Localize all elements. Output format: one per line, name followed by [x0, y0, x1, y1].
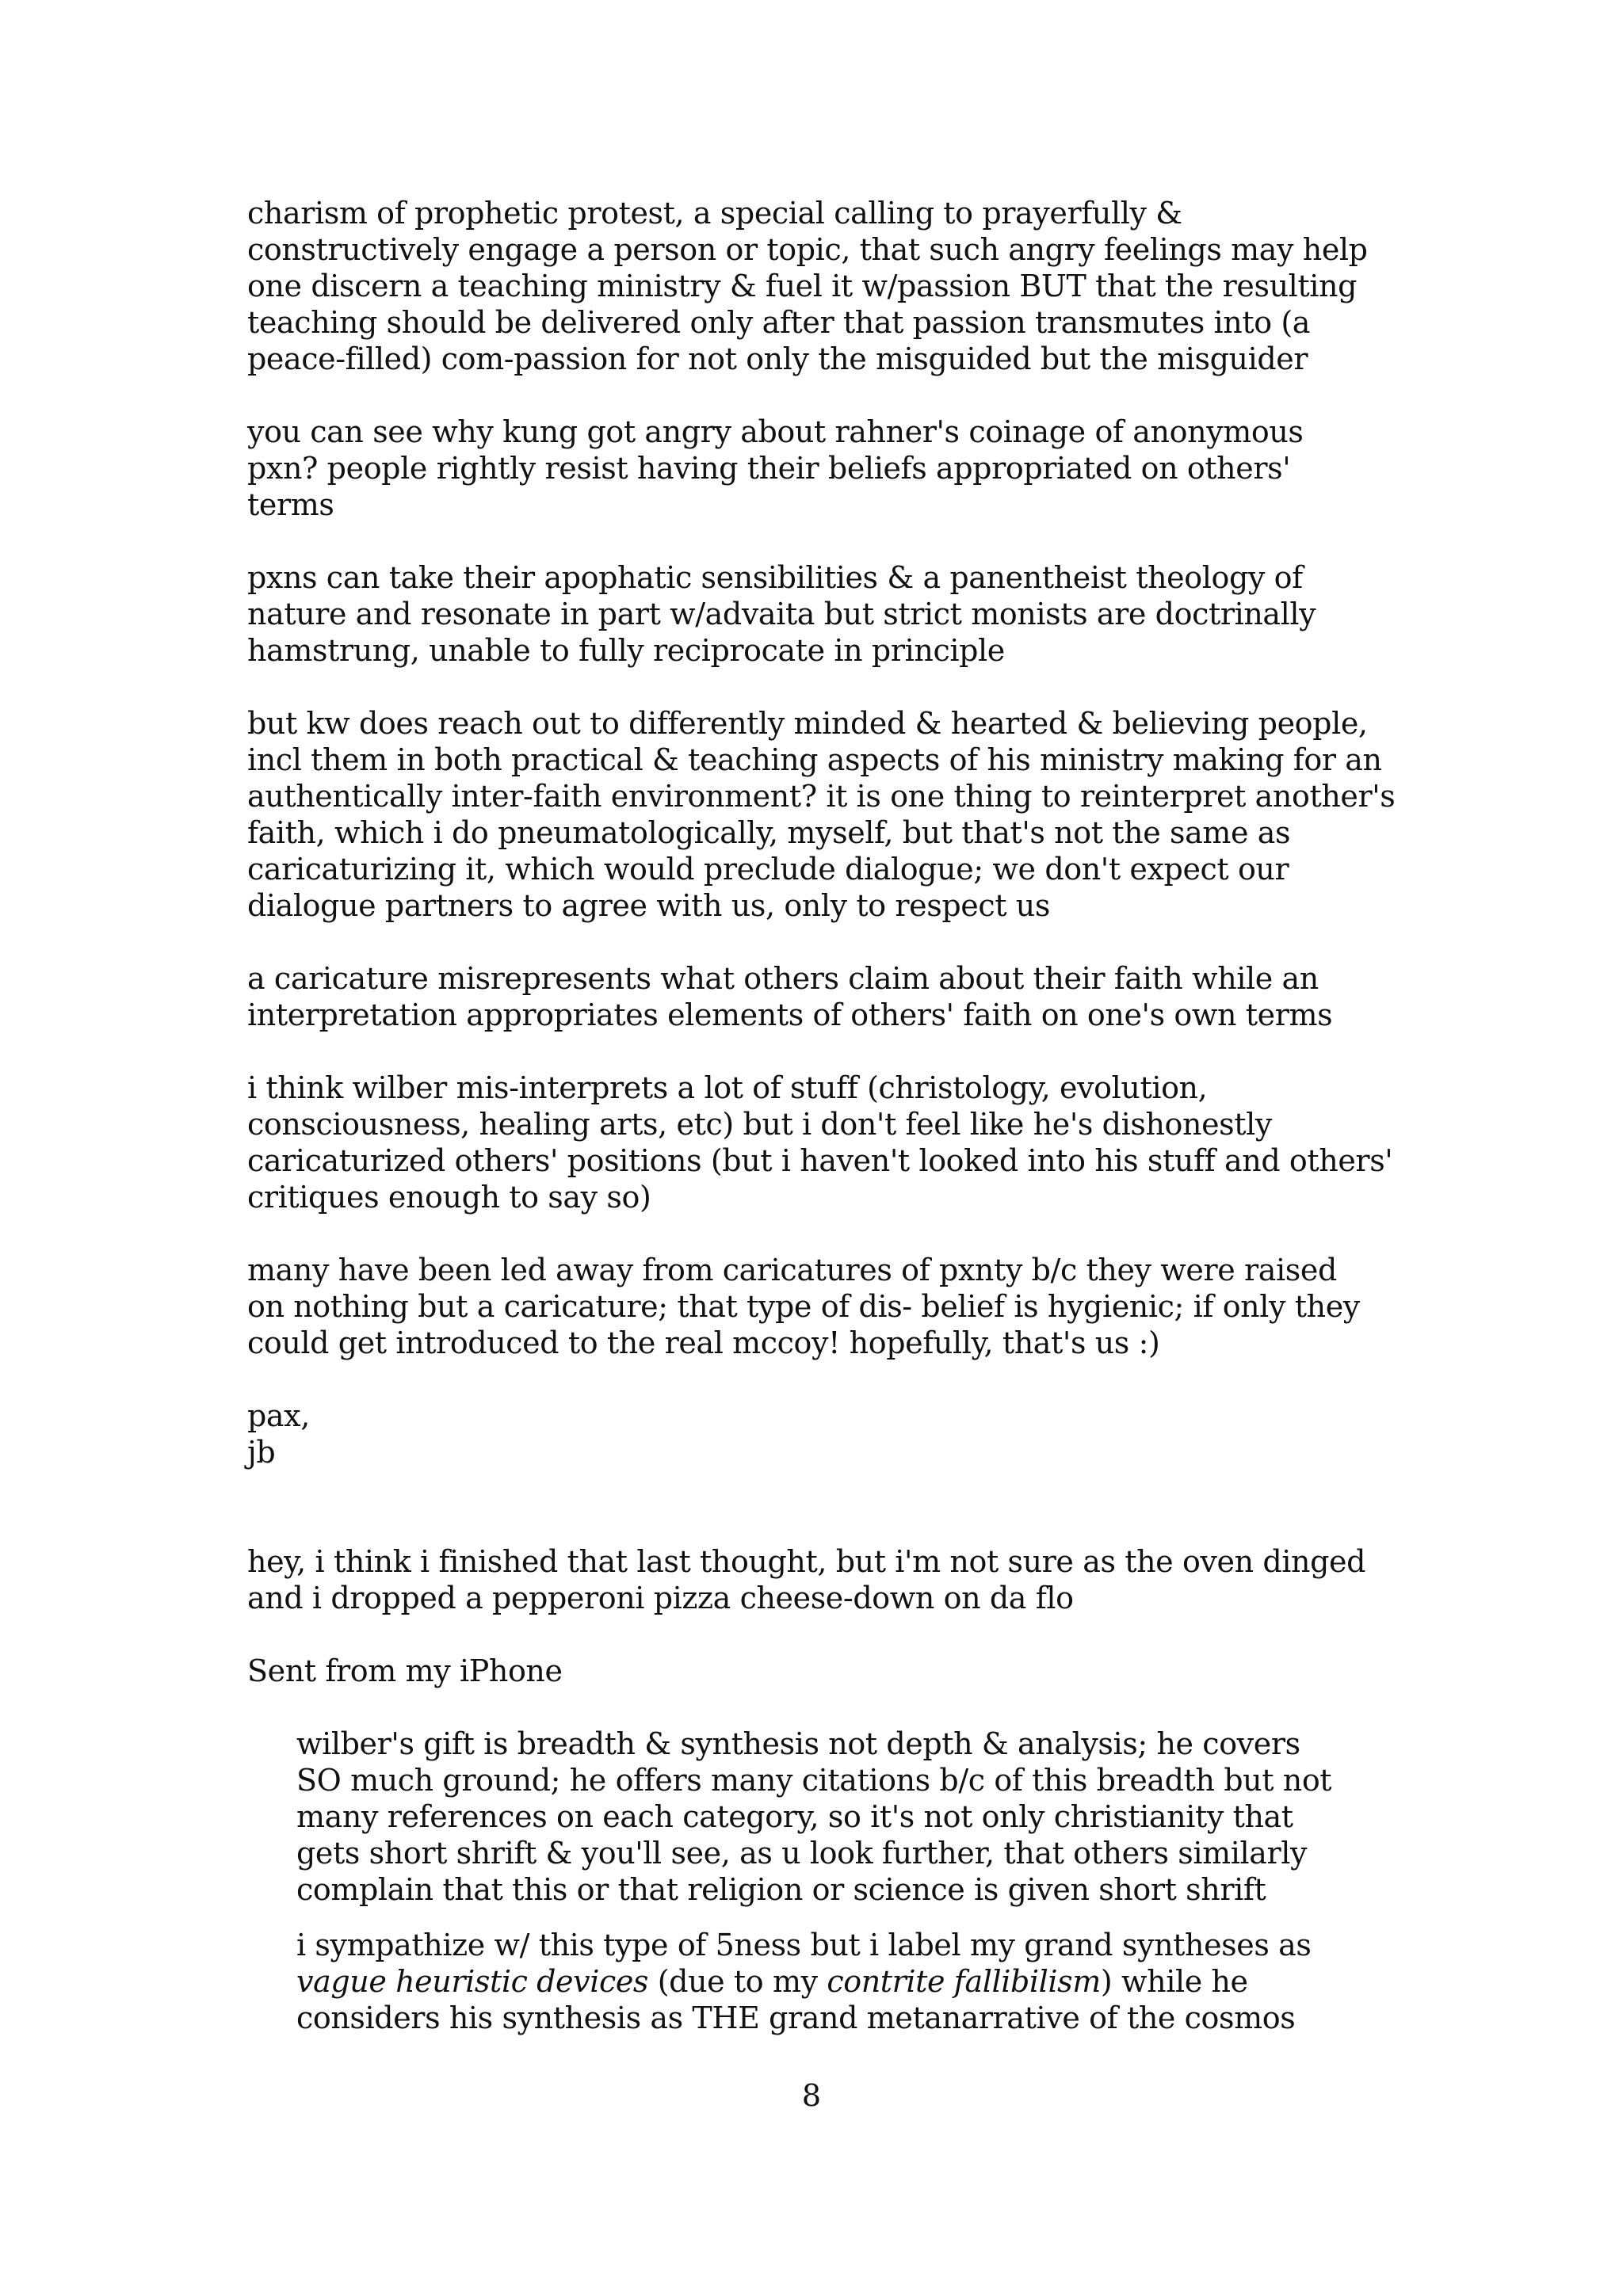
text-line: hey, i think i finished that last thought, but i'm not sure as the oven dinged [247, 1544, 1366, 1579]
text-line: terms [247, 487, 334, 522]
text-line: one discern a teaching ministry & fuel it w/passion BUT that the resulting [247, 269, 1358, 303]
text-line: caricaturizing it, which would preclude dialogue; we don't expect our [247, 852, 1289, 887]
paragraph-prophetic-protest [247, 195, 1404, 377]
quoted-message [296, 1726, 1404, 2036]
quoted-paragraph-breadth [296, 1726, 1404, 1908]
text-line: pxns can take their apophatic sensibilities & a panentheist theology of [247, 560, 1303, 595]
signoff [247, 1398, 1404, 1470]
text-line: peace-filled) com-passion for not only the misguided but the misguider [247, 341, 1308, 376]
italic-phrase: vague heuristic devices [296, 1964, 649, 1999]
text-line: could get introduced to the real mccoy! hopefully, that's us :) [247, 1325, 1160, 1360]
text-line-mixed [296, 1963, 1404, 2000]
text-line: many have been led away from caricatures of pxnty b/c they were raised [247, 1253, 1337, 1287]
text-line: faith, which i do pneumatologically, myself, but that's not the same as [247, 815, 1291, 850]
text-line: on nothing but a caricature; that type of dis- belief is hygienic; if only they [247, 1289, 1360, 1324]
text-line: wilber's gift is breadth & synthesis not depth & analysis; he covers [296, 1726, 1300, 1761]
paragraph-wilber-misinterprets [247, 1070, 1404, 1215]
text-line: i sympathize w/ this type of 5ness but i label my grand syntheses as [296, 1928, 1312, 1962]
text-line: you can see why kung got angry about rahner's coinage of anonymous [247, 414, 1304, 449]
text-line: incl them in both practical & teaching aspects of his ministry making for an [247, 742, 1382, 777]
sent-from-text: Sent from my iPhone [247, 1653, 563, 1688]
text-line: complain that this or that religion or science is given short shrift [296, 1872, 1266, 1907]
sent-from-line [247, 1653, 1404, 1689]
signoff-initials: jb [247, 1435, 276, 1470]
quoted-paragraph-synthesis [296, 1927, 1404, 2036]
text-line: interpretation appropriates elements of others' faith on one's own terms [247, 997, 1333, 1032]
signoff-pax: pax, [247, 1398, 310, 1433]
text-line: authentically inter-faith environment? it is one thing to reinterpret another's [247, 779, 1396, 814]
document-body [247, 195, 1404, 2055]
text-fragment: (due to my [648, 1964, 827, 1999]
paragraph-apophatic [247, 559, 1404, 669]
text-line: pxn? people rightly resist having their beliefs appropriated on others' [247, 451, 1291, 486]
text-line: charism of prophetic protest, a special calling to prayerfully & [247, 196, 1182, 231]
page-number: 8 [801, 2078, 822, 2113]
text-line: caricaturized others' positions (but i haven't looked into his stuff and others' [247, 1143, 1393, 1178]
italic-phrase: contrite fallibilism [827, 1964, 1101, 1999]
paragraph-interfaith [247, 705, 1404, 924]
text-line: constructively engage a person or topic, that such angry feelings may help [247, 232, 1368, 267]
text-line: a caricature misrepresents what others claim about their faith while an [247, 961, 1319, 996]
text-line: i think wilber mis-interprets a lot of stuff (christology, evolution, [247, 1070, 1208, 1105]
paragraph-caricature [247, 960, 1404, 1033]
text-line: nature and resonate in part w/advaita but strict monists are doctrinally [247, 597, 1316, 631]
paragraph-led-away [247, 1252, 1404, 1361]
text-line: many references on each category, so it's not only christianity that [296, 1799, 1293, 1834]
text-line: hamstrung, unable to fully reciprocate in principle [247, 633, 1005, 668]
text-line: considers his synthesis as THE grand metanarrative of the cosmos [296, 2000, 1296, 2035]
paragraph-kung-rahner [247, 414, 1404, 523]
text-line: critiques enough to say so) [247, 1180, 651, 1215]
text-line: but kw does reach out to differently minded & hearted & believing people, [247, 706, 1368, 741]
paragraph-followup [247, 1543, 1404, 1616]
text-fragment: ) while he [1100, 1964, 1248, 1999]
text-line: and i dropped a pepperoni pizza cheese-down on da flo [247, 1581, 1074, 1615]
text-line: teaching should be delivered only after that passion transmutes into (a [247, 305, 1311, 340]
text-line: dialogue partners to agree with us, only to respect us [247, 888, 1050, 923]
text-line: gets short shrift & you'll see, as u look further, that others similarly [296, 1836, 1308, 1871]
text-line: consciousness, healing arts, etc) but i don't feel like he's dishonestly [247, 1107, 1272, 1142]
text-line: SO much ground; he offers many citations b/c of this breadth but not [296, 1763, 1332, 1798]
